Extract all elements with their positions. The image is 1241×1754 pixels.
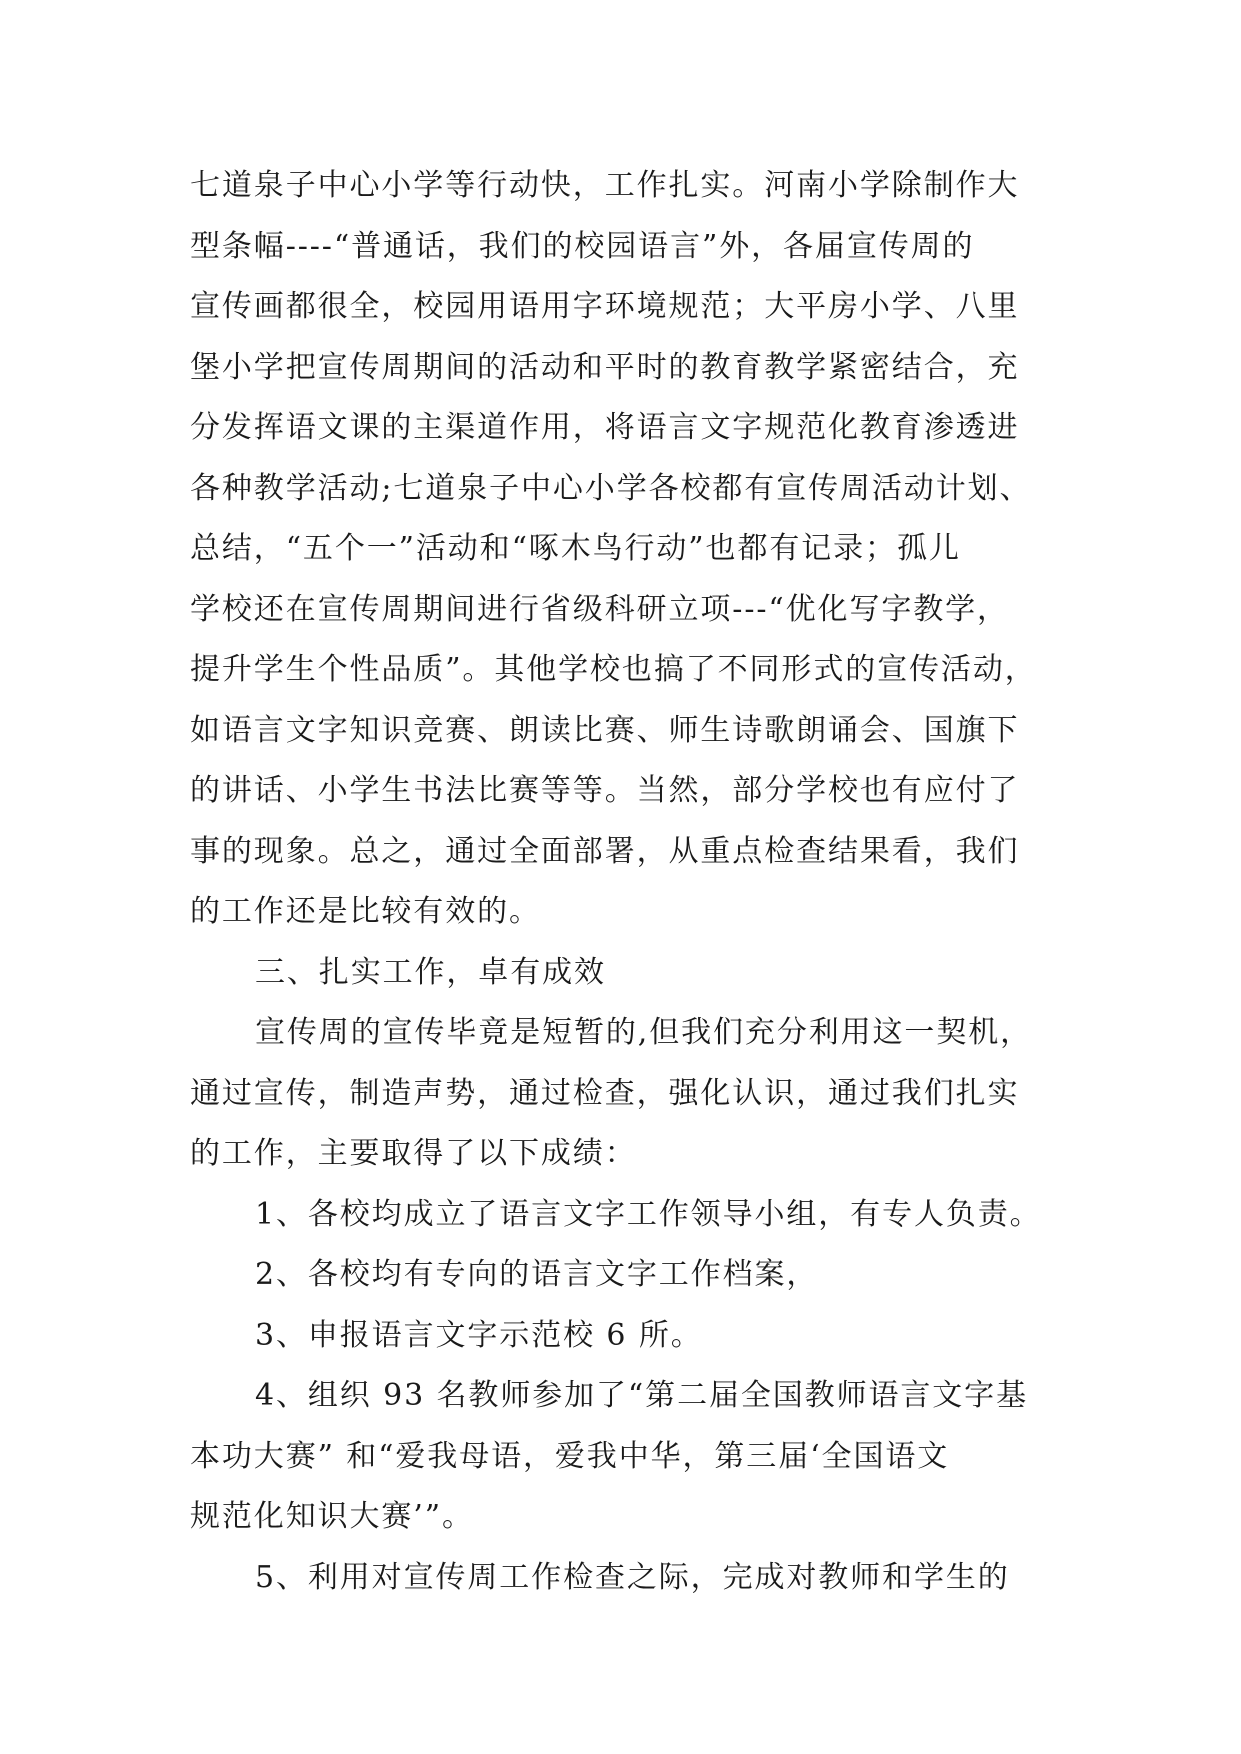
text-line: 事的现象。总之，通过全面部署，从重点检查结果看，我们 <box>190 833 1020 869</box>
text-line: 分发挥语文课的主渠道作用，将语言文字规范化教育渗透进 <box>190 410 1020 445</box>
text-line: 总结，“五个一”活动和“啄木鸟行动”也都有记录；孤儿 <box>190 531 961 566</box>
list-item: 4、组织 93 名教师参加了“第二届全国教师语言文字基 <box>255 1378 1028 1413</box>
text-line: 提升学生个性品质”。其他学校也搞了不同形式的宣传活动， <box>190 652 1037 687</box>
text-line: 堡小学把宣传周期间的活动和平时的教育教学紧密结合，充 <box>190 349 1020 385</box>
text-line: 本功大赛” 和“爱我母语，爱我中华，第三届‘全国语文 <box>190 1438 950 1474</box>
text-line: 的工作，主要取得了以下成绩： <box>190 1136 637 1171</box>
text-line: 宣传周的宣传毕竟是短暂的,但我们充分利用这一契机， <box>255 1015 1033 1050</box>
text-line: 如语言文字知识竞赛、朗读比赛、师生诗歌朗诵会、国旗下 <box>190 712 1020 748</box>
text-line: 学校还在宣传周期间进行省级科研立项---“优化写字教学， <box>190 591 1009 627</box>
section-heading: 三、扎实工作，卓有成效 <box>255 954 606 990</box>
text-line: 宣传画都很全，校园用语用字环境规范；大平房小学、八里 <box>190 289 1020 324</box>
text-line: 规范化知识大赛’”。 <box>190 1499 474 1534</box>
text-line: 型条幅----“普通话，我们的校园语言”外，各届宣传周的 <box>190 228 975 264</box>
text-line: 通过宣传，制造声势，通过检查，强化认识，通过我们扎实 <box>190 1075 1020 1111</box>
text-line: 的讲话、小学生书法比赛等等。当然，部分学校也有应付了 <box>190 773 1020 808</box>
text-line: 各种教学活动;七道泉子中心小学各校都有宣传周活动计划、 <box>190 470 1032 506</box>
text-line: 七道泉子中心小学等行动快，工作扎实。河南小学除制作大 <box>190 168 1020 203</box>
list-item: 3、申报语言文字示范校 6 所。 <box>255 1317 703 1353</box>
list-item: 5、利用对宣传周工作检查之际，完成对教师和学生的 <box>255 1559 1010 1595</box>
text-line: 的工作还是比较有效的。 <box>190 894 541 929</box>
list-item: 1、各校均成立了语言文字工作领导小组，有专人负责。 <box>255 1196 1042 1232</box>
document-body <box>190 156 1070 1608</box>
list-item: 2、各校均有专向的语言文字工作档案， <box>255 1257 819 1292</box>
